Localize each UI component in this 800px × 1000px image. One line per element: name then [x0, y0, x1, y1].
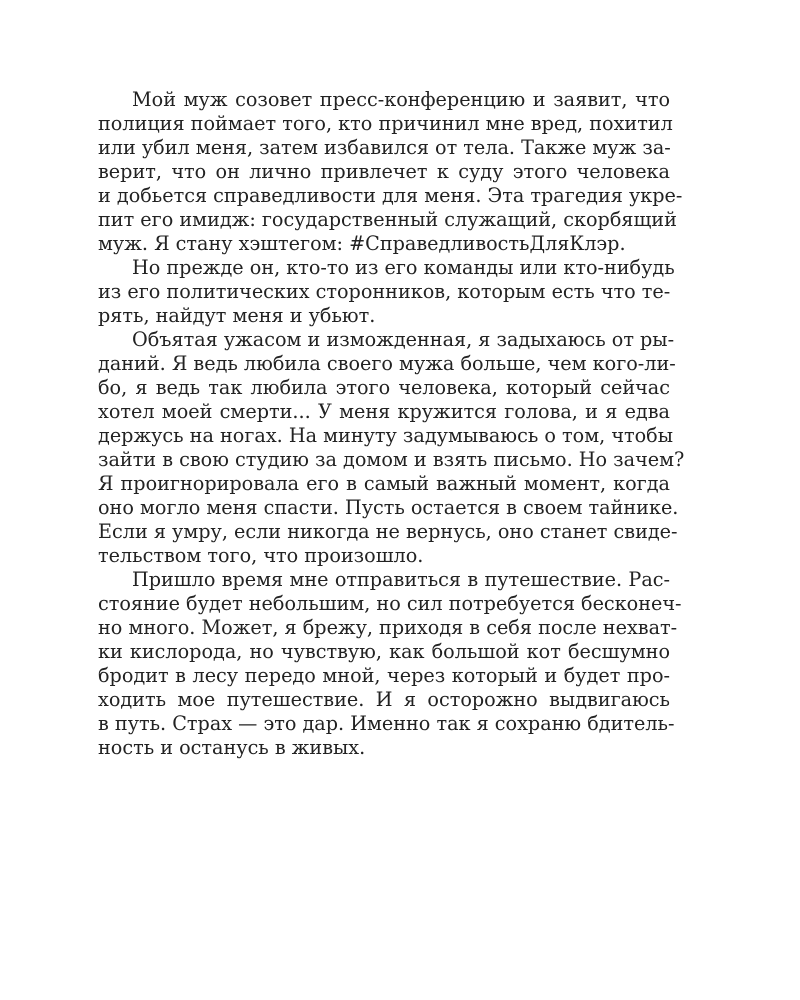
text-line: держусь на ногах. На минуту задумываюсь о том, чтобы	[98, 424, 673, 447]
text-line: бо, я ведь так любила этого человека, который сейчас	[98, 376, 670, 399]
text-line: муж. Я стану хэштегом: #СправедливостьДляКлэр.	[98, 232, 626, 255]
text-line: верит, что он лично привлечет к суду этого человека	[98, 160, 670, 183]
text-line: стояние будет небольшим, но сил потребуется бесконеч-	[98, 592, 682, 615]
text-line: ходить мое путешествие. И я осторожно выдвигаюсь	[98, 688, 670, 711]
paragraph-4	[98, 568, 682, 760]
body-text	[98, 88, 685, 760]
text-line: или убил меня, затем избавился от тела. Также муж за-	[98, 136, 671, 159]
text-line: пит его имидж: государственный служащий, скорбящий	[98, 208, 677, 231]
text-line: рять, найдут меня и убьют.	[98, 304, 376, 327]
paragraph-1	[98, 88, 683, 256]
text-line: Но прежде он, кто-то из его команды или кто-нибудь	[132, 256, 675, 279]
text-line: и добьется справедливости для меня. Эта трагедия укре-	[98, 184, 683, 207]
text-line: бродит в лесу передо мной, через который и будет про-	[98, 664, 670, 687]
text-line: в путь. Страх — это дар. Именно так я сохраню бдитель-	[98, 712, 675, 735]
text-line: Объятая ужасом и изможденная, я задыхаюсь от ры-	[132, 328, 675, 351]
text-line: Я проигнорировала его в самый важный момент, когда	[98, 472, 670, 495]
text-line: даний. Я ведь любила своего мужа больше, чем кого-ли-	[98, 352, 676, 375]
paragraph-2	[98, 256, 675, 328]
text-line: из его политических сторонников, которым есть что те-	[98, 280, 671, 303]
text-line: хотел моей смерти... У меня кружится голова, и я едва	[98, 400, 670, 423]
text-line: ки кислорода, но чувствую, как большой кот бесшумно	[98, 640, 670, 663]
text-line: тельством того, что произошло.	[98, 544, 424, 567]
text-line: Мой муж созовет пресс-конференцию и заявит, что	[132, 88, 670, 111]
text-line: оно могло меня спасти. Пусть остается в своем тайнике.	[98, 496, 679, 519]
text-line: зайти в свою студию за домом и взять письмо. Но зачем?	[98, 448, 685, 471]
text-line: ность и останусь в живых.	[98, 736, 366, 759]
text-line: полиция поймает того, кто причинил мне вред, похитил	[98, 112, 673, 135]
text-line: Пришло время мне отправиться в путешествие. Рас-	[132, 568, 670, 591]
text-line: Если я умру, если никогда не вернусь, оно станет свиде-	[98, 520, 678, 543]
text-line: но много. Может, я брежу, приходя в себя после нехват-	[98, 616, 678, 639]
paragraph-3	[98, 328, 685, 568]
